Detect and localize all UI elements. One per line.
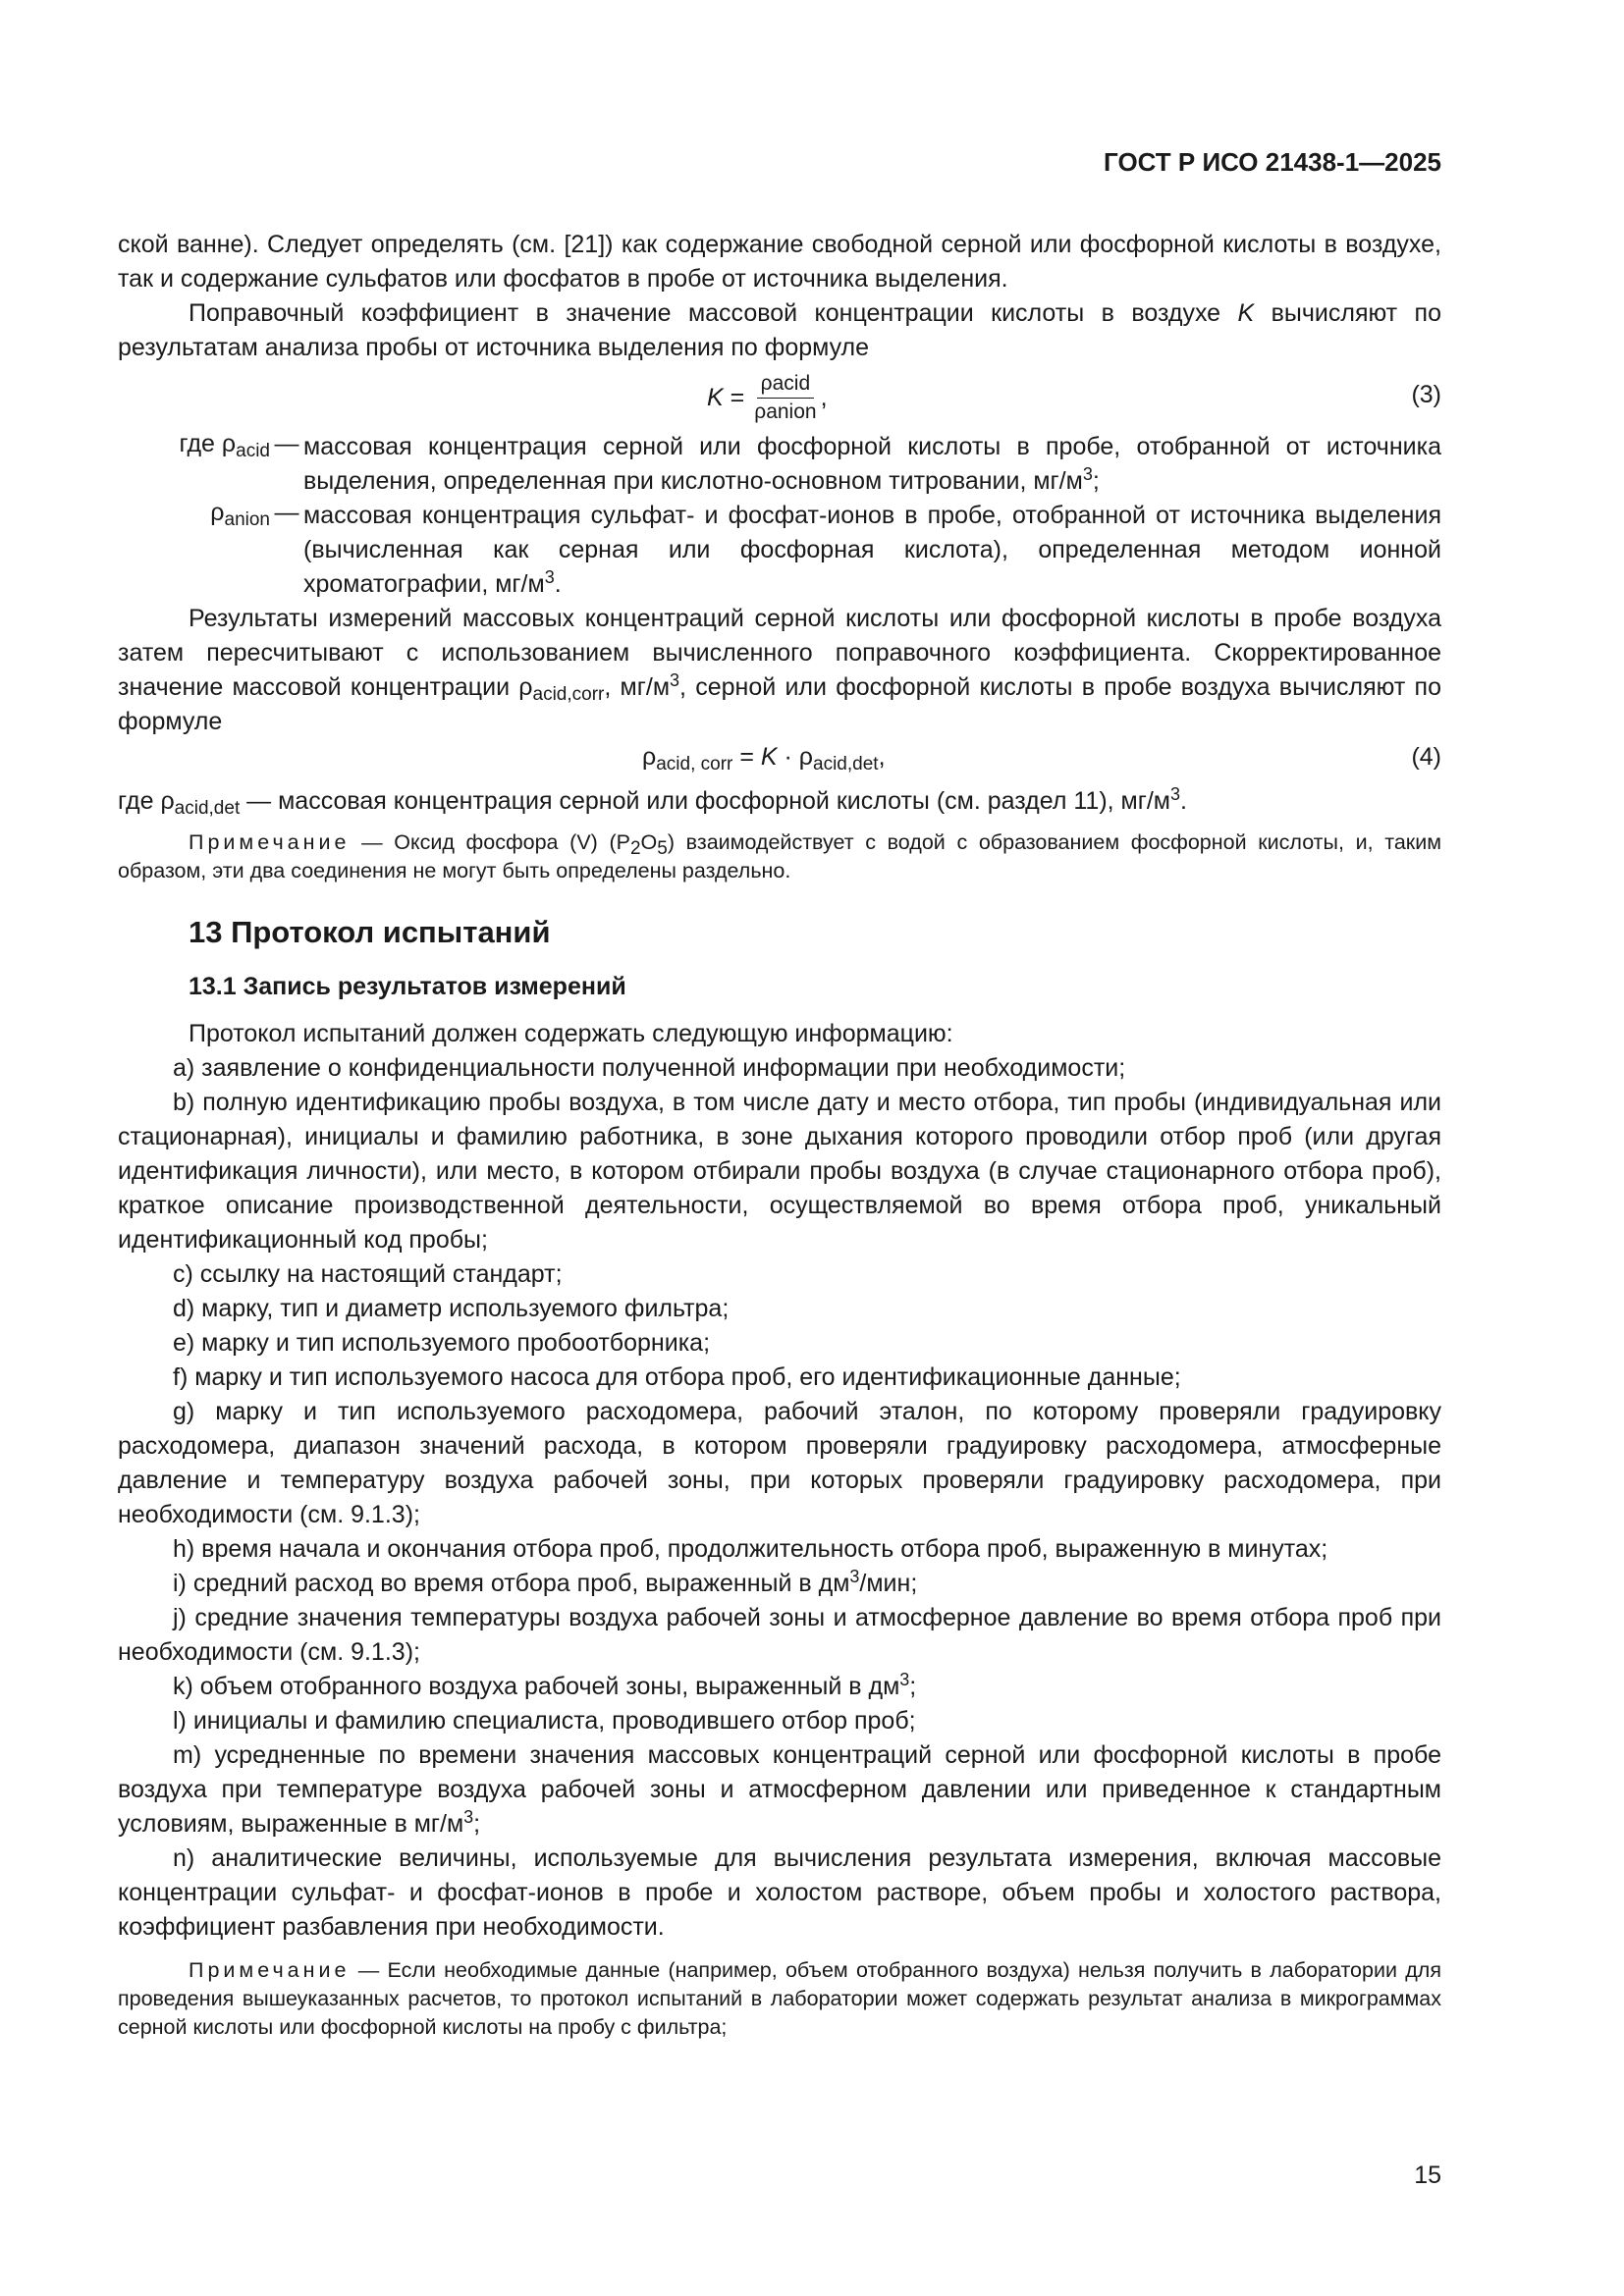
formula-3: K = $\frac{\text{ρacid}}{\text{ρanion}}$ , (3)	[707, 371, 1441, 423]
list-item-c: c) ссылку на настоящий стандарт;	[173, 1260, 563, 1288]
note-laboratory-data: Примечание — Если необходимые данные (например, объем отобранного воздуха) нельзя получить в лаборатории для проведения вышеуказанных расчетов, то протокол испытаний в лаборатории может содержать результат анализа в микрограммах серной кислоты или фосфорной кислоты на пробу с фильтра;	[118, 1958, 1441, 2039]
definition-rho-acid: где $\rho_{acid}$ — массовая концентрация серной или фосфорной кислоты в пробе, отобранной от источника выделения, определенная при кислотно-основном титровании, $мг/м^3$;	[179, 430, 1441, 495]
list-item-l: l) инициалы и фамилию специалиста, проводившего отбор проб;	[173, 1707, 916, 1735]
page-content	[118, 228, 1441, 2042]
list-item-h: h) время начала и окончания отбора проб, продолжительность отбора проб, выраженную в минутах;	[173, 1535, 1328, 1563]
list-item-d: d) марку, тип и диаметр используемого фильтра;	[173, 1295, 730, 1322]
section-13-heading: 13 Протокол испытаний	[189, 915, 551, 949]
list-item-i: i) средний расход во время отбора проб, выраженный в $дм^3$/мин;	[173, 1567, 918, 1597]
list-item-b: b) полную идентификацию пробы воздуха, в том числе дату и место отбора, тип пробы (индивидуальная или стационарная), инициалы и фамилию работника, в зоне дыхания которого проводили отбор проб (или другая идентификация личности), или место, в котором отбирали пробы воздуха (в случае стационарного отбора проб), краткое описание производственной деятельности, осуществляемой во время отбора проб, уникальный идентификационный код пробы;	[118, 1089, 1441, 1254]
formula-3-fraction: $\frac{\text{ρacid}}{\text{ρanion}}$	[754, 371, 817, 423]
list-item-e: e) марку и тип используемого пробоотборника;	[173, 1329, 711, 1357]
list-item-a: a) заявление о конфиденциальности полученной информации при необходимости;	[173, 1054, 1126, 1082]
formula-3-number: (3)	[1411, 381, 1441, 408]
paragraph-recalculation: Результаты измерений массовых концентраций серной кислоты или фосфорной кислоты в пробе воздуха затем пересчитывают с использованием вычисленного поправочного коэффициента. Скорректированное значение массовой концентрации $\rho_{acid,corr}$, $мг/м^3$, серной или фосфорной кислоты в пробе воздуха вычисляют по формуле	[118, 605, 1441, 735]
formula-3-definitions	[118, 430, 1441, 602]
list-item-f: f) марку и тип используемого насоса для отбора проб, его идентификационные данные;	[173, 1363, 1181, 1391]
note-phosphorus-oxide: Примечание — Оксид фосфора (V) $(P_2O_5)$ взаимодействует с водой с образованием фосфорной кислоты, и, таким образом, эти два соединения не могут быть определены раздельно.	[118, 830, 1441, 882]
formula-4: $\rho_{acid, corr} = K \cdot \rho_{acid,det}$, (4)	[642, 743, 1441, 774]
definition-rho-acid-det: где $\rho_{acid,det}$ — массовая концентрация серной или фосфорной кислоты (см. раздел 11), $мг/м^3$.	[118, 784, 1187, 819]
list-item-n: n) аналитические величины, используемые для вычисления результата измерения, включая массовые концентрации сульфат- и фосфат-ионов в пробе и холостом растворе, объем пробы и холостого раствора, коэффициент разбавления при необходимости.	[118, 1844, 1441, 1941]
section-13-1-heading: 13.1 Запись результатов измерений	[189, 973, 626, 1000]
list-intro: Протокол испытаний должен содержать следующую информацию:	[189, 1020, 953, 1047]
list-item-g: g) марку и тип используемого расходомера, рабочий эталон, по которому проверяли градуировку расходомера, диапазон значений расхода, в котором проверяли градуировку расходомера, атмосферные давление и температуру воздуха рабочей зоны, при которых проверяли градуировку расходомера, при необходимости (см. 9.1.3);	[118, 1398, 1441, 1528]
formula-4-number: (4)	[1411, 743, 1441, 771]
paragraph-correction-factor: Поправочный коэффициент в значение массовой концентрации кислоты в воздухе K вычисляют по результатам анализа пробы от источника выделения по формуле	[118, 299, 1441, 361]
formula-3-lhs: K =	[707, 383, 745, 411]
definition-rho-anion: $\rho_{anion}$ — массовая концентрация сульфат- и фосфат-ионов в пробе, отобранной от источника выделения (вычисленная как серная или фосфорная кислота), определенная методом ионной хроматографии, $мг/м^3$.	[210, 499, 1441, 598]
list-item-j: j) средние значения температуры воздуха рабочей зоны и атмосферное давление во время отбора проб при необходимости (см. 9.1.3);	[118, 1604, 1441, 1666]
list-item-m: m) усредненные по времени значения массовых концентраций серной или фосфорной кислоты в пробе воздуха при температуре воздуха рабочей зоны и атмосферном давлении или приведенное к стандартным условиям, выраженные в $мг/м^3$;	[118, 1741, 1441, 1838]
paragraph-continuation: ской ванне). Следует определять (см. [21]) как содержание свободной серной или фосфорной кислоты в воздухе, так и содержание сульфатов или фосфатов в пробе от источника выделения.	[118, 231, 1441, 293]
standard-code-header: ГОСТ Р ИСО 21438-1—2025	[1104, 147, 1441, 177]
list-item-k: k) объем отобранного воздуха рабочей зоны, выраженный в $дм^3$;	[173, 1670, 917, 1700]
page-number: 15	[1414, 2162, 1441, 2189]
